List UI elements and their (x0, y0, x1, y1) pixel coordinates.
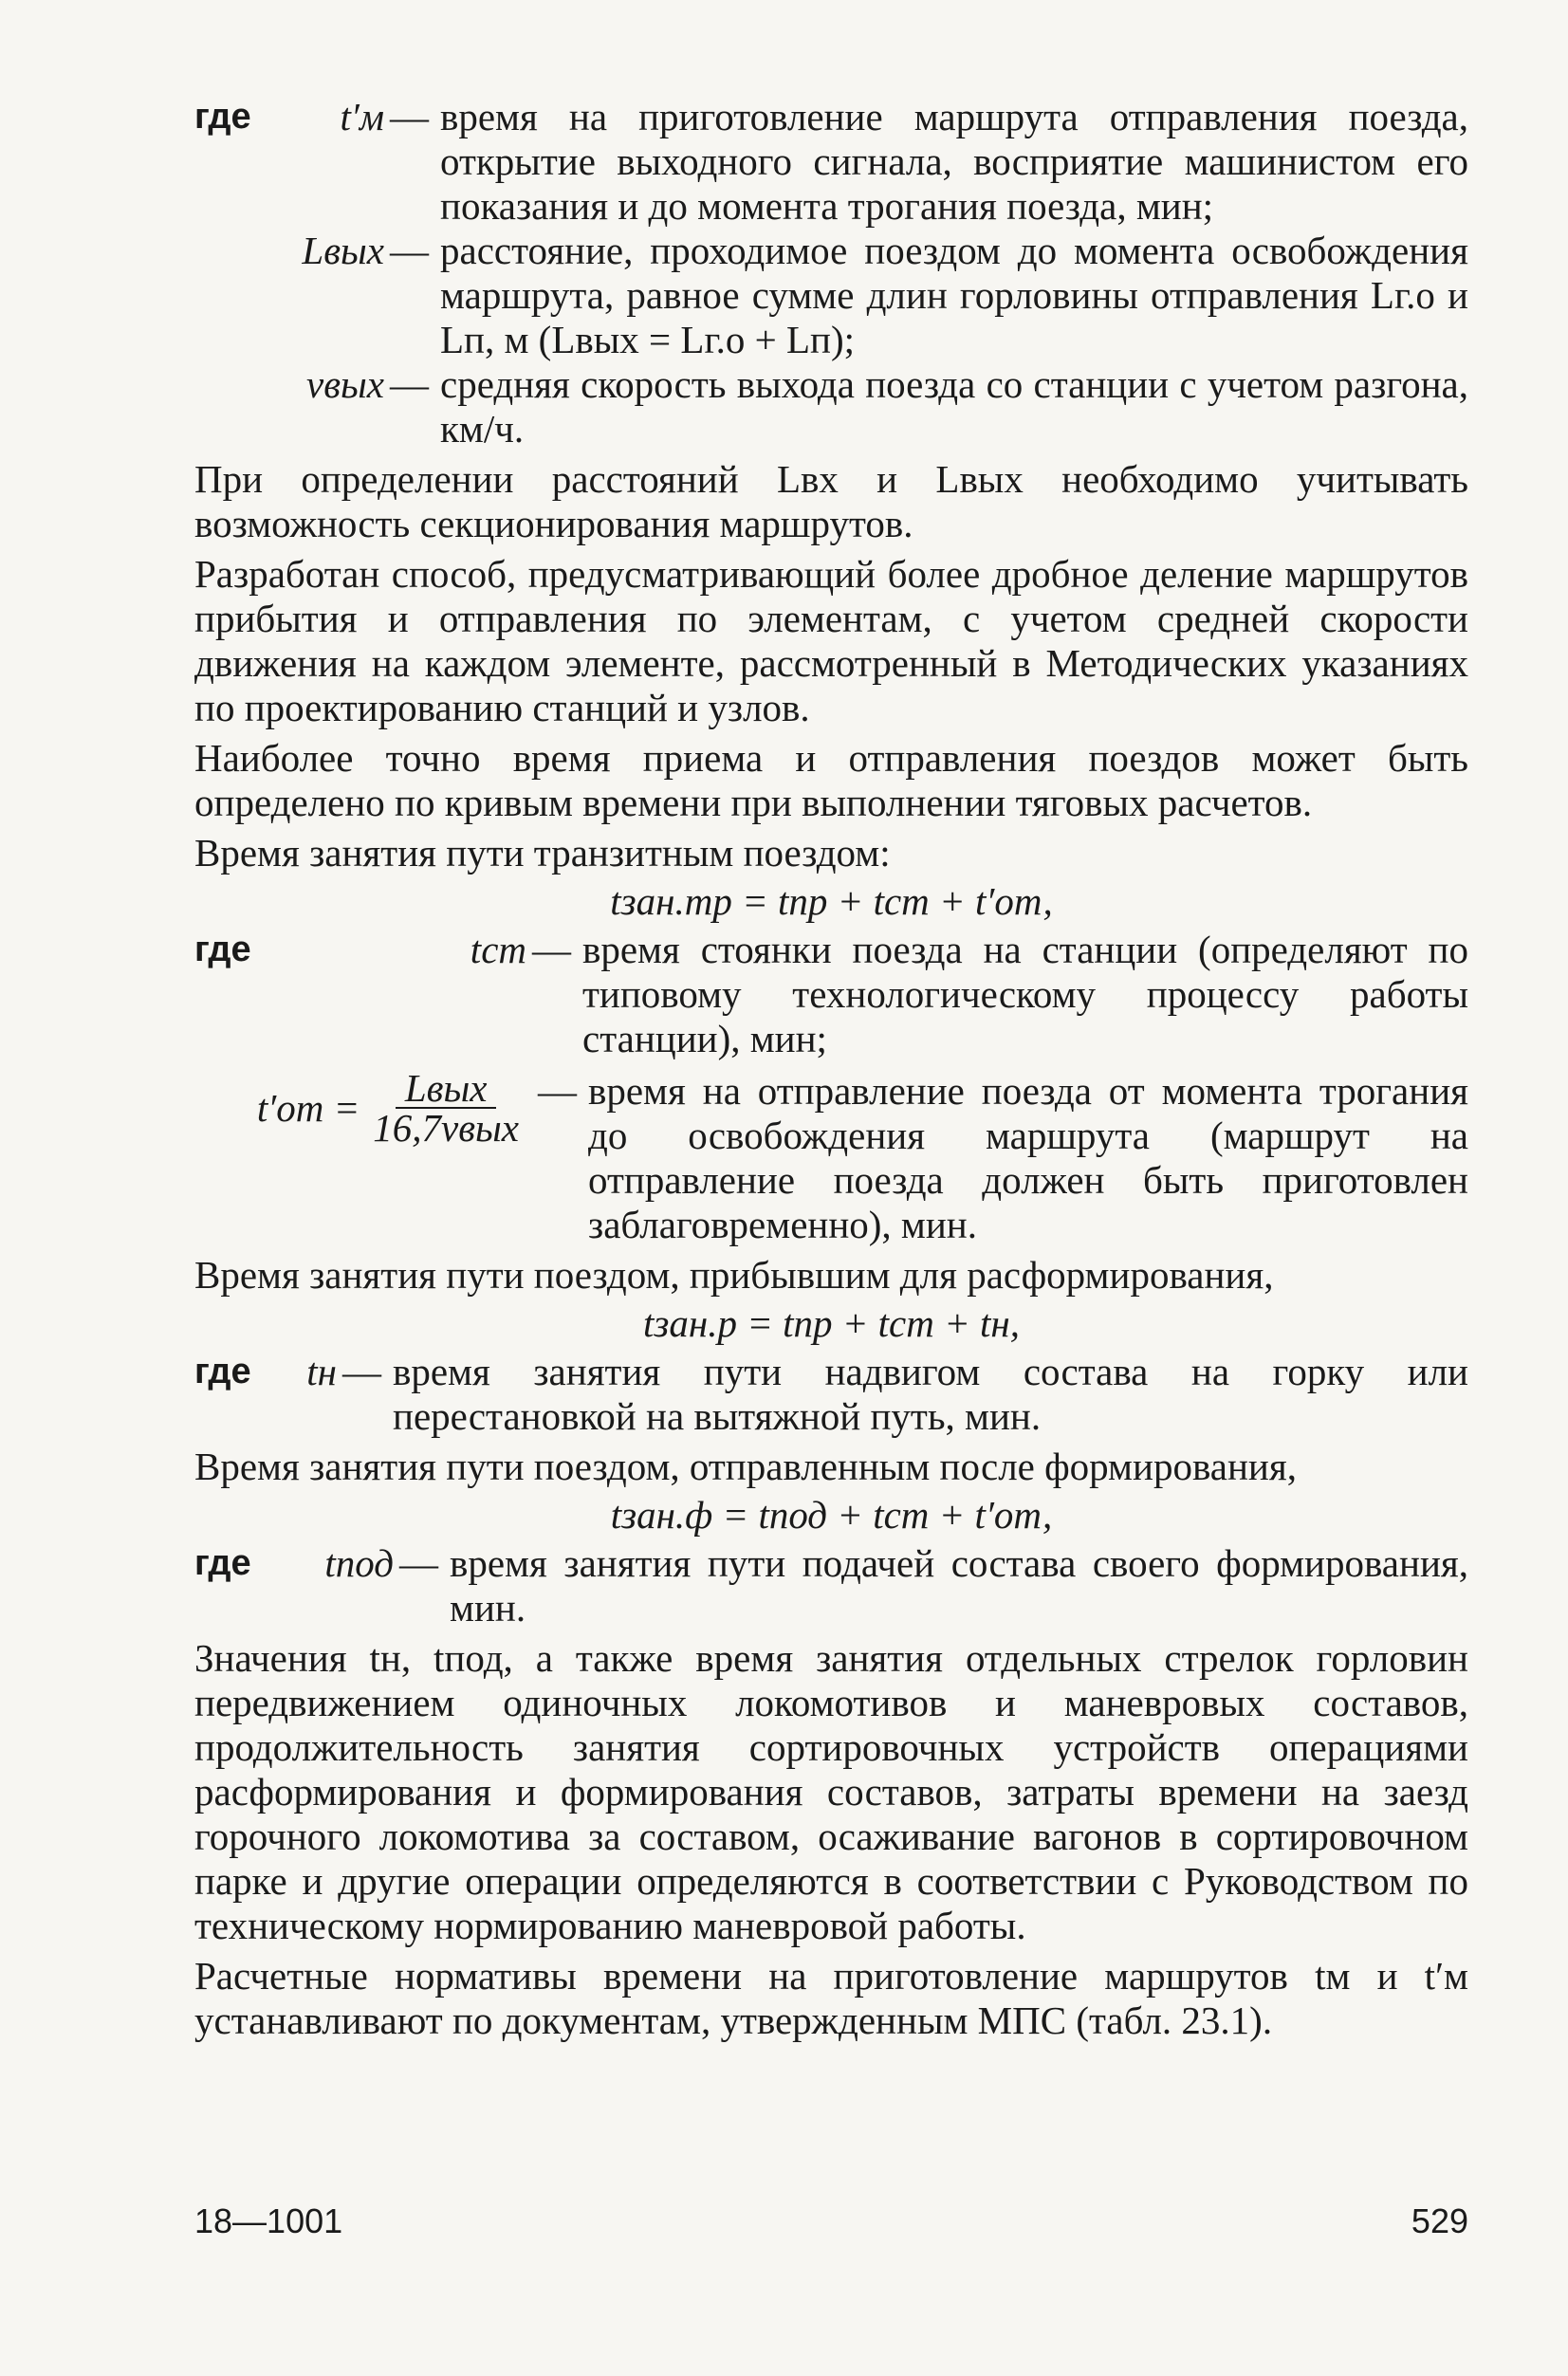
symbol-t-pod: tпод (324, 1541, 394, 1585)
dash: — (538, 1069, 577, 1113)
dash: — (390, 362, 429, 406)
where-label: где (194, 1543, 251, 1583)
definition-row (194, 1066, 1468, 1247)
definitions-block-1 (194, 95, 1468, 451)
where-label: где (194, 1352, 251, 1391)
symbol-t-m-prime: t′м (340, 95, 384, 138)
definition-text: время на отправление поезда от момента трогания до освобождения маршрута (маршрут на отправление поезда должен быть приготовлен заблаговременно), мин. (588, 1069, 1468, 1246)
symbol-t-st: tст (470, 928, 526, 971)
fraction (367, 1066, 525, 1150)
dash: — (532, 928, 571, 971)
definition-row (194, 1350, 1468, 1439)
symbol-l-vyh: Lвых (302, 229, 384, 272)
paragraph: Время занятия пути поездом, прибывшим для расформирования, (194, 1253, 1274, 1297)
dash: — (342, 1350, 381, 1393)
definition-row (194, 229, 1468, 362)
paragraph: Наиболее точно время приема и отправления поездов может быть определено по кривым времени при выполнении тяговых расчетов. (194, 736, 1468, 824)
page-footer (194, 2199, 1468, 2243)
definition-text: время стоянки поезда на станции (определяют по типовому технологическому процессу работы станции), мин; (582, 928, 1468, 1060)
fraction-denominator: 16,7vвых (373, 1106, 519, 1150)
formula-form: tзан.ф = tпод + tст + t′от, (610, 1493, 1053, 1537)
symbol-v-vyh: vвых (306, 362, 384, 406)
signature-mark: 18—1001 (194, 2201, 343, 2240)
paragraph: Время занятия пути поездом, отправленным после формирования, (194, 1445, 1297, 1488)
paragraph: Время занятия пути транзитным поездом: (194, 831, 891, 875)
dash: — (399, 1541, 438, 1585)
definition-row (194, 1541, 1468, 1630)
paragraph: Разработан способ, предусматривающий более дробное деление маршрутов прибытия и отправления по элементам, с учетом средней скорости движения на каждом элементе, рассмотренный в Методических указаниях по проектированию станций и узлов. (194, 552, 1468, 729)
definition-row (194, 362, 1468, 451)
where-label: где (194, 930, 251, 969)
definition-text: время занятия пути подачей состава своего формирования, мин. (450, 1541, 1468, 1630)
definitions-block-4 (194, 1541, 1468, 1630)
dash: — (390, 229, 429, 272)
formula-transit: tзан.тр = tпр + tст + t′от, (610, 879, 1053, 923)
fraction-numerator: Lвых (396, 1069, 497, 1109)
definition-text: время занятия пути надвигом состава на горку или перестановкой на вытяжной путь, мин. (393, 1350, 1468, 1438)
where-label: где (194, 97, 251, 137)
dash: — (390, 95, 429, 138)
t-ot-lhs: t′от = (256, 1085, 360, 1130)
definition-row (194, 928, 1468, 1061)
page-number: 529 (1411, 2201, 1468, 2240)
paragraph: Расчетные нормативы времени на приготовление маршрутов tм и t′м устанавливают по документам, утвержденным МПС (табл. 23.1). (194, 1954, 1468, 2042)
definitions-block-3 (194, 1350, 1468, 1439)
definition-row (194, 95, 1468, 229)
paragraph: Значения tн, tпод, а также время занятия отдельных стрелок горловин передвижением одиночных локомотивов и маневровых составов, продолжительность занятия сортировочных устройств операциями расформирования и формирования составов, затраты времени на заезд горочного локомотива за составом, осаживание вагонов в сортировочном парке и другие операции определяются в соответствии с Руководством по техническому нормированию маневровой работы. (194, 1636, 1468, 1947)
definition-text: время на приготовление маршрута отправления поезда, открытие выходного сигнала, восприятие машинистом его показания и до момента трогания поезда, мин; (440, 95, 1468, 228)
formula-t-ot (194, 1066, 532, 1150)
formula-disband: tзан.р = tпр + tст + tн, (642, 1301, 1021, 1345)
definition-text: расстояние, проходимое поездом до момента освобождения маршрута, равное сумме длин горловины отправления Lг.о и Lп, м (Lвых = Lг.о + Lп); (440, 229, 1468, 361)
definition-text: средняя скорость выхода поезда со станции с учетом разгона, км/ч. (440, 362, 1468, 451)
symbol-t-n: tн (306, 1350, 337, 1393)
paragraph: При определении расстояний Lвх и Lвых необходимо учитывать возможность секционирования маршрутов. (194, 457, 1468, 545)
definitions-block-2 (194, 928, 1468, 1247)
